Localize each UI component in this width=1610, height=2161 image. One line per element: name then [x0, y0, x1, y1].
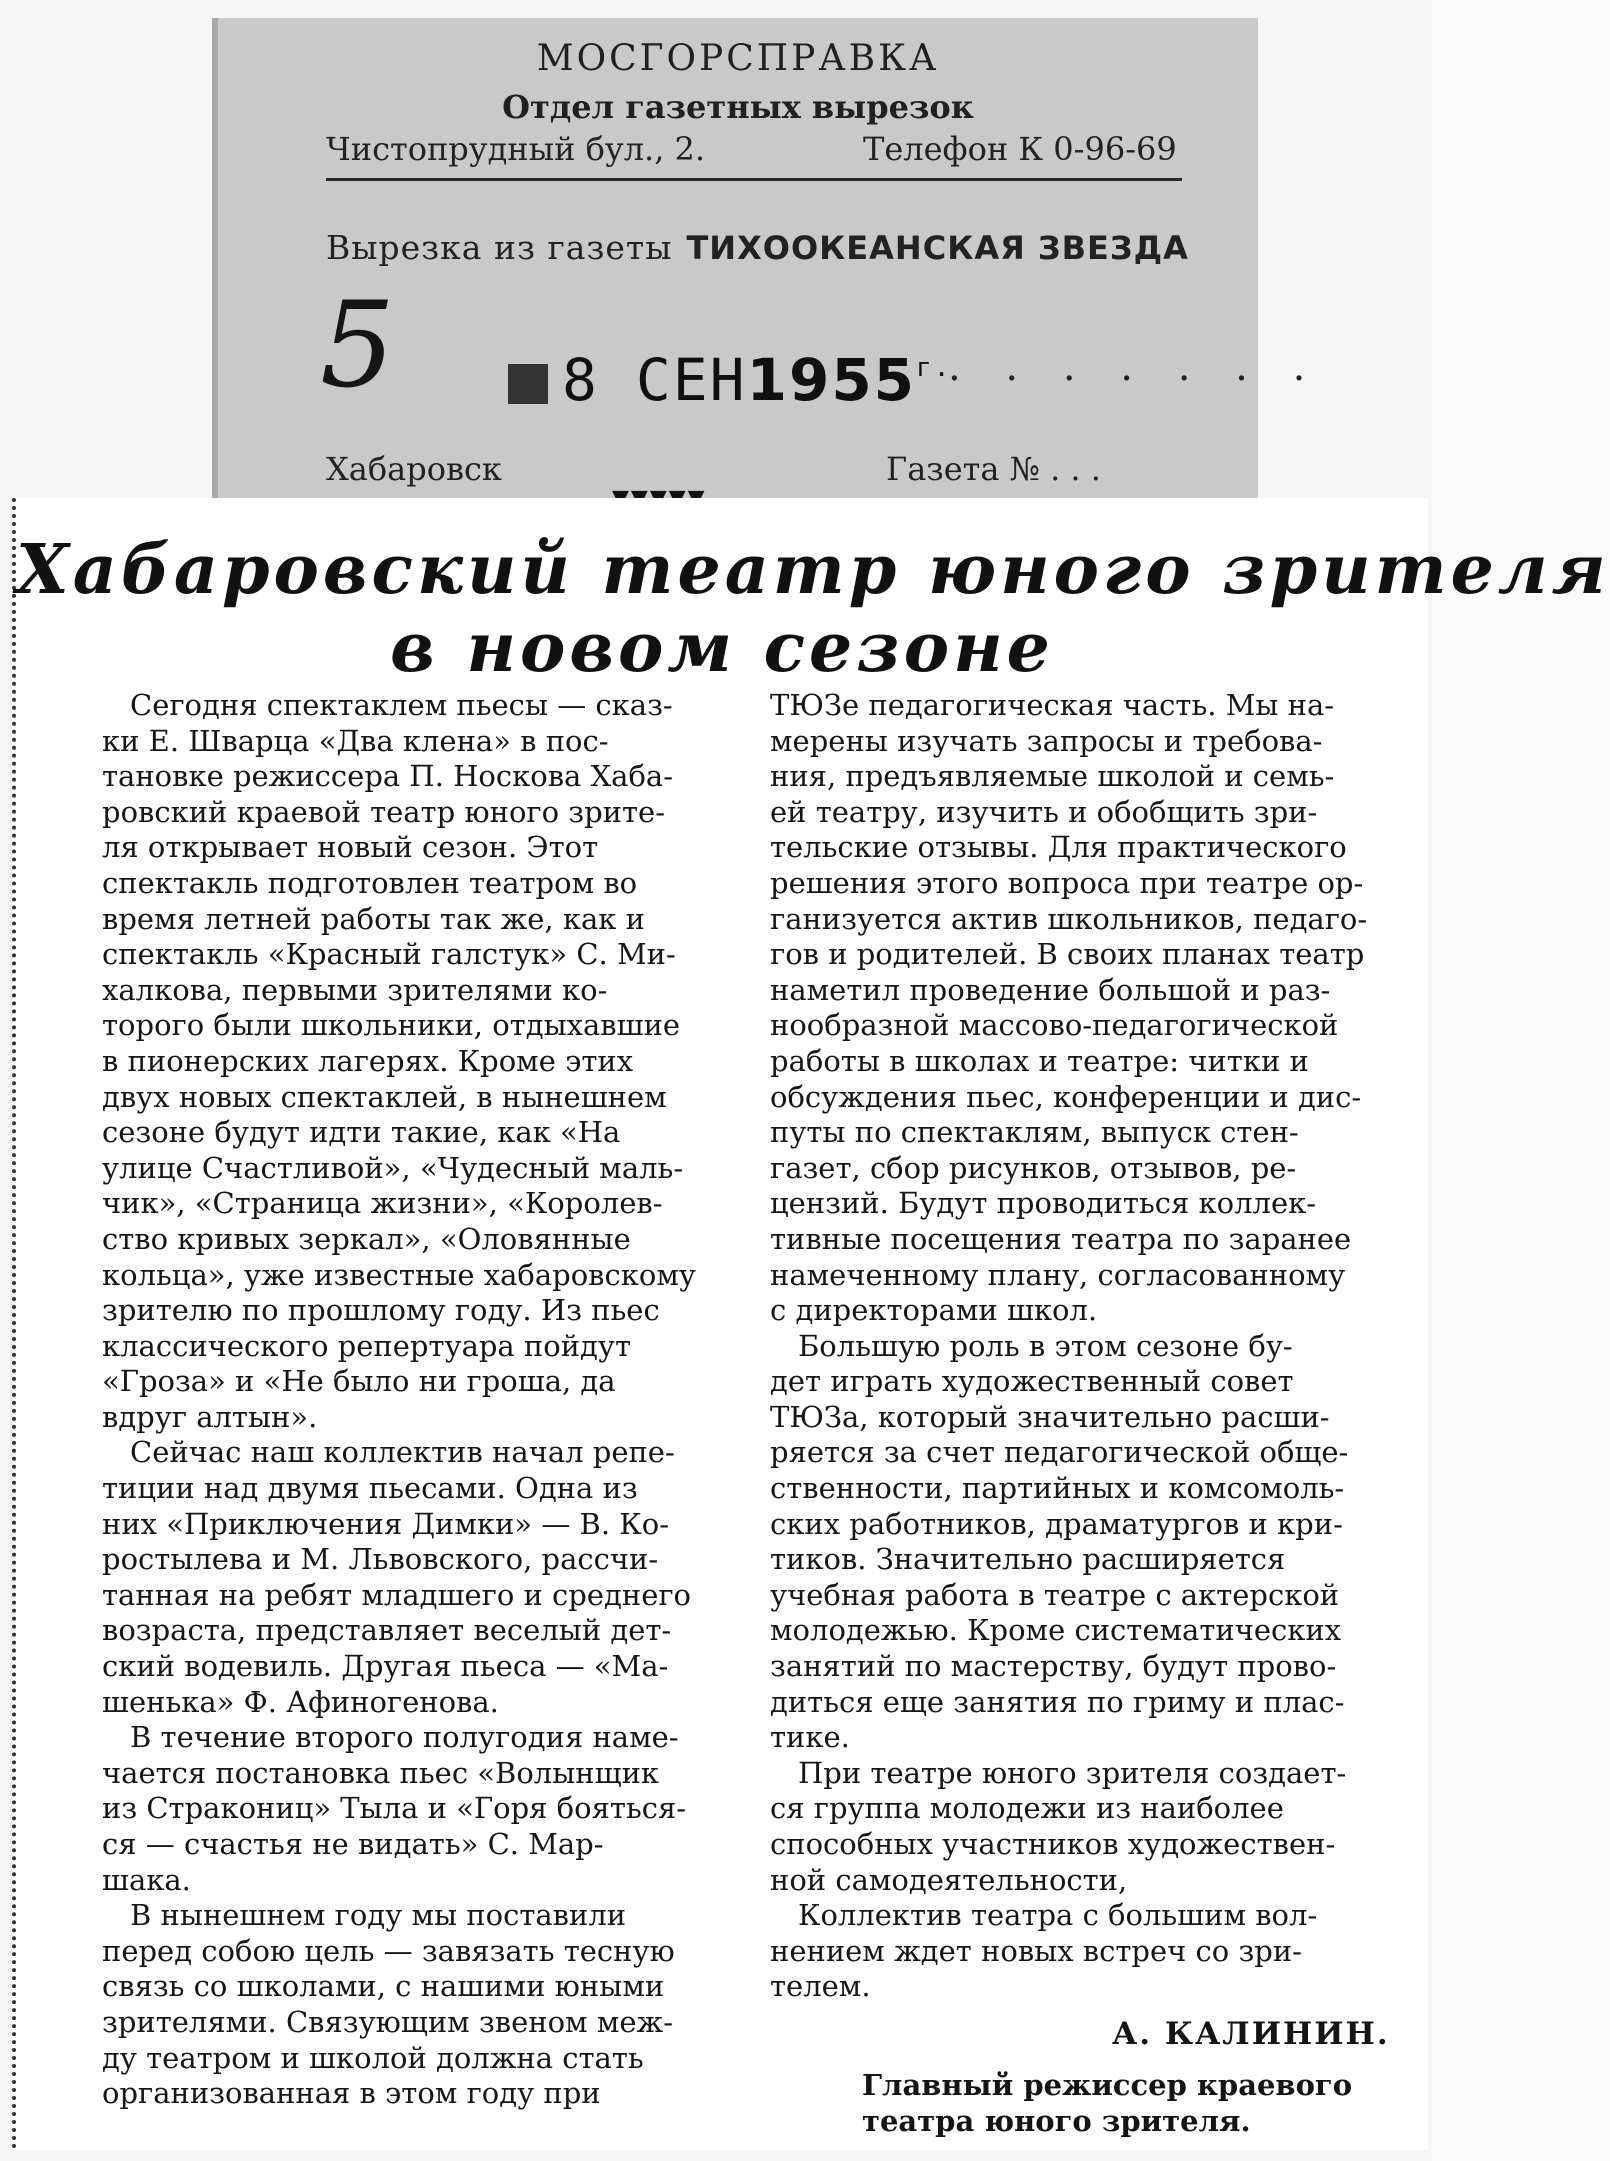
article-line: тике. [770, 1720, 850, 1755]
article-line: ростылева и М. Львовского, рассчи- [102, 1542, 659, 1577]
article-line: «Гроза» и «Не было ни гроша, да [102, 1364, 616, 1399]
article-line: танная на ребят младшего и среднего [102, 1577, 692, 1612]
article-line: вдруг алтын». [102, 1399, 318, 1434]
article-line: ганизуется актив школьников, педаго- [770, 901, 1368, 936]
article-line: тановке режиссера П. Носкова Хаба- [102, 759, 674, 794]
article-line: ственности, партийных и комсомоль- [770, 1471, 1345, 1506]
article-line: тиции над двумя пьесами. Одна из [102, 1471, 638, 1506]
article-line: ля открывает новый сезон. Этот [102, 830, 599, 865]
stamp-date: 8 СЕН [562, 346, 747, 414]
article-line: ряется за счет педагогической обще- [770, 1435, 1349, 1470]
article-line: улице Счастливой», «Чудесный маль- [102, 1150, 684, 1185]
article-line: шака. [102, 1862, 191, 1897]
article-line: чик», «Страница жизни», «Королев- [102, 1186, 663, 1221]
headline-line-1: Хабаровский театр юного зрителя [16, 530, 1610, 610]
article-line: шенька» Ф. Афиногенова. [102, 1684, 499, 1719]
article-line: мерены изучать запросы и требова- [770, 723, 1323, 758]
article-line: ки Е. Шварца «Два клена» в пос- [102, 723, 609, 758]
stamp-mark-icon [508, 364, 548, 404]
article-column-left [102, 688, 700, 2112]
article-line: газет, сбор рисунков, отзывов, ре- [770, 1150, 1297, 1185]
bureau-phone: Телефон К 0-96-69 [863, 130, 1177, 168]
bureau-title: МОСГОРСПРАВКА [536, 38, 940, 79]
article-column-right [770, 688, 1416, 2005]
article-line: нением ждет новых встреч со зри- [770, 1933, 1302, 1968]
article-line: молодежью. Кроме систематических [770, 1613, 1342, 1648]
article-line: зрителю по прошлому году. Из пьес [102, 1293, 660, 1328]
stamp-suffix: г. [916, 353, 952, 383]
article-line: организованная в этом году при [102, 2076, 601, 2111]
article-line: решения этого вопроса при театре ор- [770, 865, 1364, 900]
article-line: с директорами школ. [770, 1293, 1098, 1328]
article-line: ских работников, драматургов и кри- [770, 1506, 1343, 1541]
article-line: тивные посещения театра по заранее [770, 1221, 1352, 1256]
article-line: ство кривых зеркал», «Оловянные [102, 1221, 631, 1256]
article-line: намеченному плану, согласованному [770, 1257, 1346, 1292]
article-line: работы в школах и театре: читки и [770, 1043, 1309, 1078]
article-line: Коллектив театра с большим вол- [798, 1898, 1318, 1933]
article-line: ТЮЗа, который значительно расши- [770, 1399, 1330, 1434]
stamp-dots: . . . . . . . [948, 344, 1322, 390]
article-line: ся — счастья не видать» С. Мар- [102, 1827, 604, 1861]
article-line: зрителями. Связующим звеном меж- [102, 2004, 674, 2039]
article-line: спектакль подготовлен театром во [102, 865, 638, 900]
article-line: ной самодеятельности, [770, 1862, 1128, 1897]
article-line: из Стракониц» Тыла и «Горя бояться- [102, 1791, 687, 1826]
article-line: чается постановка пьес «Волынщик [102, 1755, 660, 1790]
signature-role-line-2: театра юного зрителя. [862, 2104, 1251, 2138]
slip-rule [326, 178, 1182, 181]
article-line: классического репертуара пойдут [102, 1328, 632, 1363]
paper-number-label: Газета № . . . [886, 450, 1101, 488]
article-line: перед собою цель — завязать тесную [102, 1933, 675, 1968]
article-line: ду театром и школой должна стать [102, 2040, 644, 2075]
article-line: них «Приключения Димки» — В. Ко- [102, 1506, 670, 1541]
article-line: нообразной массово-педагогической [770, 1008, 1339, 1043]
article-line: дет играть художественный совет [770, 1364, 1294, 1399]
clip-source [326, 228, 1189, 267]
article-line: телем. [770, 1969, 871, 2004]
article-line: Сейчас наш коллектив начал репе- [130, 1435, 675, 1470]
article-line: сезоне будут идти такие, как «На [102, 1115, 621, 1150]
article-line: торого были школьники, отдыхавшие [102, 1008, 681, 1043]
stamp-year: 1955 [746, 346, 917, 414]
article-line: время летней работы так же, как и [102, 901, 645, 936]
bureau-address: Чистопрудный бул., 2. [326, 130, 706, 168]
article-line: цензий. Будут проводиться коллек- [770, 1186, 1317, 1221]
article-line: в пионерских лагерях. Кроме этих [102, 1043, 634, 1078]
article-line: ся группа молодежи из наиболее [770, 1791, 1284, 1826]
article-line: При театре юного зрителя создает- [798, 1755, 1347, 1790]
article-line: гов и родителей. В своих планах театр [770, 937, 1365, 972]
article-line: ровский краевой театр юного зрите- [102, 794, 666, 829]
slip-city: Хабаровск [326, 450, 502, 488]
article-line: учебная работа в театре с актерской [770, 1577, 1340, 1612]
article-line: В нынешнем году мы поставили [130, 1898, 627, 1933]
article-line: наметил проведение большой и раз- [770, 972, 1331, 1007]
signature-role-line-1: Главный режиссер краевого [862, 2068, 1353, 2102]
signature-name: А. КАЛИНИН. [1112, 2016, 1390, 2052]
article-line: обсуждения пьес, конференции и дис- [770, 1079, 1362, 1114]
article-line: ский водевиль. Другая пьеса — «Ма- [102, 1649, 669, 1684]
article-line: двух новых спектаклей, в нынешнем [102, 1079, 667, 1114]
article-line: путы по спектаклям, выпуск стен- [770, 1115, 1299, 1150]
handwritten-number: 5 [320, 276, 396, 414]
clip-source-label: Вырезка из газеты [326, 228, 673, 267]
article-line: тиков. Значительно расширяется [770, 1542, 1286, 1577]
article-line: кольца», уже известные хабаровскому [102, 1257, 696, 1292]
article-line: занятий по мастерству, будут прово- [770, 1649, 1337, 1684]
article-line: В течение второго полугодия наме- [130, 1720, 679, 1755]
article-line: халкова, первыми зрителями ко- [102, 972, 608, 1007]
date-stamp [508, 346, 951, 414]
article-line: ния, предъявляемые школой и семь- [770, 759, 1335, 794]
article-line: Большую роль в этом сезоне бу- [798, 1328, 1293, 1363]
article-line: способных участников художествен- [770, 1827, 1336, 1861]
article-line: возраста, представляет веселый дет- [102, 1613, 672, 1648]
article-line: тельские отзывы. Для практического [770, 830, 1347, 865]
newspaper-name: ТИХООКЕАНСКАЯ ЗВЕЗДА [686, 229, 1189, 267]
article-line: Сегодня спектаклем пьесы — сказ- [130, 688, 673, 722]
article-line: диться еще занятия по гриму и плас- [770, 1684, 1345, 1719]
article-line: ей театру, изучить и обобщить зри- [770, 794, 1318, 829]
article-line: спектакль «Красный галстук» С. Ми- [102, 937, 676, 972]
article-line: связь со школами, с нашими юными [102, 1969, 665, 2004]
article-line: ТЮЗе педагогическая часть. Мы на- [770, 688, 1335, 722]
headline-line-2: в новом сезоне [390, 608, 1054, 688]
clipping-bureau-slip [212, 18, 1322, 510]
newspaper-article [12, 498, 1610, 2150]
bureau-department: Отдел газетных вырезок [502, 88, 974, 126]
